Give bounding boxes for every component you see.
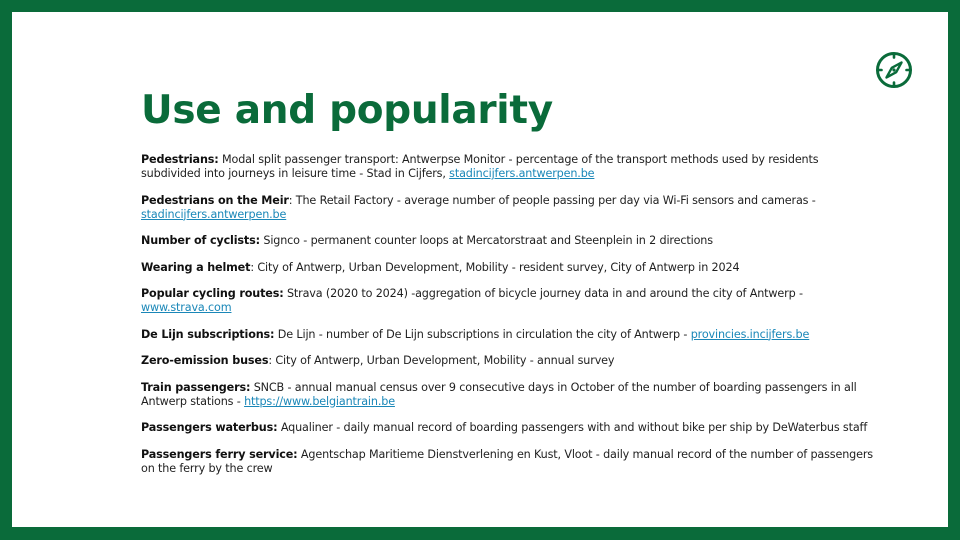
source-link[interactable]: stadincijfers.antwerpen.be [449,167,595,180]
source-label: Passengers ferry service: [141,447,298,461]
source-label: Wearing a helmet [141,260,251,274]
source-label: Popular cycling routes: [141,287,284,300]
source-label: De Lijn subscriptions: [141,327,275,341]
source-item [141,448,876,476]
source-description: Modal split passenger transport: Antwerpse Monitor - percentage of the transport methods used by residents subdivided into journeys in leisure time - Stad in Cijfers, [141,153,819,180]
source-item [141,381,876,409]
source-item [141,287,876,315]
source-description: De Lijn - number of De Lijn subscriptions in circulation the city of Antwerp - [274,327,691,341]
source-description: SNCB - annual manual census over 9 consecutive days in October of the number of boarding passengers in all Antwerp stations - [141,380,857,408]
source-label: Pedestrians on the Meir [141,193,289,207]
source-description: : The Retail Factory - average number of people passing per day via Wi-Fi sensors and cameras - [288,193,816,207]
source-item [141,421,876,435]
source-item [141,234,876,248]
source-description: Aqualiner - daily manual record of boarding passengers with and without bike per ship by DeWaterbus staff [277,421,868,434]
slide-title: Use and popularity [141,88,553,133]
source-description: Agentschap Maritieme Dienstverlening en Kust, Vloot - daily manual record of the number of passengers on the ferry by the crew [141,447,873,475]
source-item [141,261,876,275]
source-description: Strava (2020 to 2024) -aggregation of bicycle journey data in and around the city of Antwerp - [283,287,803,300]
source-description: : City of Antwerp, Urban Development, Mobility - annual survey [268,354,615,367]
source-description: : City of Antwerp, Urban Development, Mobility - resident survey, City of Antwerp in 2024 [250,260,740,274]
source-link[interactable]: https://www.belgiantrain.be [244,394,395,408]
source-label: Zero-emission buses [141,354,269,367]
source-link[interactable]: provincies.incijfers.be [690,327,810,341]
source-item [141,354,876,368]
compass-icon [874,50,914,90]
source-item [141,153,876,181]
source-link[interactable]: stadincijfers.antwerpen.be [141,207,287,221]
source-label: Passengers waterbus: [141,421,278,434]
source-description: Signco - permanent counter loops at Mercatorstraat and Steenplein in 2 directions [259,234,713,247]
source-label: Number of cyclists: [141,234,260,247]
source-item [141,194,876,222]
source-label: Pedestrians: [141,153,219,166]
source-label: Train passengers: [141,380,251,394]
source-link[interactable]: www.strava.com [141,301,232,314]
source-item [141,328,876,342]
source-list [141,153,876,488]
